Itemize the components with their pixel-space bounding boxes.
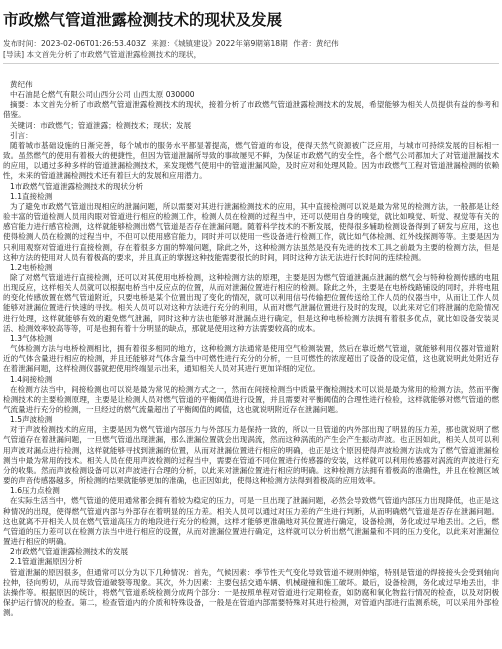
author-meta: 作者：黄纪伟 [293, 39, 339, 48]
section-paragraph: 为了避免市政燃气管道出现相应的泄漏问题，所以需要对其进行泄漏检测技术的应用，其中直接检测可以说是最为常见的检测方法，一般都是让经验丰富的管道检测人员用肉眼对管道进行相应的检测工作，检测人员在检测的过程当中，还可以使用自身的嗅觉，就比如嗅觉、听觉、视觉等有关的感官能力进行感官检测，这样就能够检测出燃气管道是否存在泄漏问题。随着科学技术的不断发展，使得很多辅助检测设备得到了研发与应用，这也使得检测人员在检测的过程当中，不但可以使用感官能力，同时并可以使用一些设备进行检测工作，就比如气体检测、红外线探测等等。主要是因为只利用观察对管道进行直接检测，存在着很多方面的弊端问题，除此之外，这种检测方法虽然是没有先进的技术工具之前最为主要的检测方法，但是这种方法的使用对人员有着极高的要求，并且真正的掌握这种技能需要很长的时间，同时这种方法无法进行长时间的连续检测。 [3, 201, 499, 262]
intro-heading: 引言： [10, 130, 33, 140]
section-paragraph: 除了对燃气管道进行直接检测，还可以对其使用电桥检测，这种检测方法的原理，主要是因为燃气管道泄漏点泄漏的燃气会与特种检测传感的电阻出现反应，这样相关人员就可以根据电桥当中反应点的位置，从而对泄漏位置进行相应的检测。除此之外，主要是在电桥线路铺设的同时，并将电阻的变化传感放置在燃气管道附近，只要电桥是某个位置出现了变化的情况，就可以利用信号传输把位置传送给工作人员的仪器当中，从而让工作人员能够对泄漏位置进行快速的寻找。相关人员可以对这种方法进行充分的利用，从而对燃气泄漏位置进行及时的发现，以此来对它们将泄漏的危险情况进行处理，这样就能够有效的避免燃气泄漏，同时这种方法也能够对泄漏点进行确定，但是这种电桥检测方法拥有着很多优点，就比如设备安装灵活、检测效率较高等等，可是也拥有着十分明显的缺点，那就是使用这种方法需要较高的成本。 [3, 272, 499, 333]
source: 来源：《城镇建设》2022年第9期第18期 [151, 39, 288, 48]
subsection-heading: 1.1直接检测 [10, 191, 53, 201]
article-affiliation: 中石油昆仑燃气有限公司山西分公司 山西太原 030000 [10, 90, 195, 100]
section-paragraph: 管道泄漏的原因很多，但通常可以分为以下几种情况：首先，气候因素：季节性天气变化导致管道不规则伸缩，特别是管道的焊接接头会受到轴向拉伸，径向剪切，从而导致管道破裂等现象。其次，外力因素：主要包括交通车辆、机械碰撞和施工破坏。最后，设备检测，务化或过早地丢出，非法操作等。根据原因的统计，将燃气管道系统检测分成两个部分：一是按照单程对管道进行定期检查，如防腐和氧化物监行情况的检查，以及对阴极保护运行情况的检查。第二，检查管道内的介质和特殊设备，一般是在管道内部需要特殊对其进行检测，对管道内部进行监测系统，可以采用外部检测。 [3, 567, 499, 618]
publish-time: 发布时间：2023-02-06T01:26:53.403Z [3, 39, 146, 48]
article-body [3, 80, 499, 618]
section-paragraph: 对于声波检测技术的应用，主要是因为燃气管道内部压力与外部压力是保持一致的，所以一旦管道的内外部出现了明显的压力差，那也就说明了燃气管道存在着泄漏问题，一旦燃气管道出现泄漏，那么泄漏位置就会出现涡流，然而这种涡流的产生会产生振动声波。也正因如此，相关人员可以利用声波对漏点进行检测，这样就能够寻找到泄漏的位置，从而对泄漏位置进行相应的明确，也正是这个原因使得声波检测方法成为了燃气管道泄漏检测当中最为常用的技术。相关人员在使用声波检测的过程当中，需要在管道不同位置进行传感器的安装，这样就可以利用传感器对涡流的声波进行充分的收集。然而声波检测设备可以对声波进行合理的分析，以此来对泄漏位置进行相应的明确。这种检测方法拥有着极高的准确性，并且在检测区域要的声音传感器越多，所检测的结果就能够更加的准确，也正因如此，使得这种检测方法得到着极高的应用效率。 [3, 425, 499, 486]
guide-text: [导读] 本文首先分析了市政燃气管道泄露检测技术的现状， [3, 50, 202, 59]
abstract: 摘要：本文首先分析了市政燃气管道泄露检测技术的现状，接着分析了市政燃气管道泄露检测技术的发展，希望能够为相关人员提供有益的参考和借鉴。 [3, 100, 499, 120]
section-paragraph: 在实际生活当中，燃气管道的使用通常都会拥有着较为稳定的压力，可是一旦出现了泄漏问题，必然会导致燃气管道内部压力出现降低，也正是这种情况的出现，使得燃气管道内部与外部存在着明显的压力差。相关人员可以通过对压力差的产生进行判断，从而明确燃气管道是否存在泄漏问题。这也就离不开相关人员在燃气管道高压力的地段进行充分的检测，这样才能够更准确地对其位置进行确定，设备检测，务化或过早地丢出。之后，燃气管道的压力差可以在检测方法当中进行相应的设置，从而对泄漏位置进行确定，这样就可以分析出燃气泄漏量和不同的压力变化，以此来对泄漏位置进行相应的明确。 [3, 496, 499, 547]
section-paragraph: 在检测方法当中，间接检测也可以说是最为常见的检测方式之一，然而在间接检测当中质量平衡检测技术可以说是最为常用的检测方法，然而平衡检测技术的主要检测原理，主要是让检测人员对燃气管道的平衡阈值进行设置，并且需要对平衡阈值的合理性进行检验，这样就能够对燃气管道的燃气流量进行充分的检测，一旦经过的燃气流量超出了平衡阈值的阈值，这也就说明附近存在泄漏问题。 [3, 384, 499, 414]
section-paragraph: 气体检测方法与电桥检测相比，拥有着很多相同的地方，这种检测方法通常是使用空气检测装置，然后在靠近燃气管道，就能够利用仪器对管道附近的气体含量进行相应的检测，并且还能够对气体含量当中可燃性进行充分的分析，一旦可燃性的浓度超出了设备的设定值，这也就说明此处附近存在着泄漏问题，这样检测仪器就把使用终端显示出来，通知相关人员对其进行更加详细的定位。 [3, 344, 499, 374]
meta-line [3, 38, 499, 49]
subsection-heading: 1.6压力点检测 [10, 486, 60, 496]
subsection-heading: 1.5声波检测 [10, 415, 53, 425]
divider [3, 63, 499, 64]
section-heading: 2市政燃气管道泄露检测技术的发展 [10, 547, 129, 557]
intro-paragraph: 随着城市基础设施的日渐完善，每个城市的服务水平都显著提高，燃气管道的布设，使得天然气资源被广泛应用，与城市可持续发展的目标相一致。虽然燃气的使用有着极大的便捷性，但因为管道泄漏所导致的事故屡见不鲜，为保证市政燃气的安全性，各个燃气公司都加大了对管道泄漏技术的应用，以通过多种多样的管道泄漏检测技术，来发现燃气使用中的管道泄漏风险，及时应对和处理风险。因为市政燃气工程对管道泄漏检测的依赖性，未来的管道泄漏检测技术还有着巨大的发展和应用潜力。 [3, 140, 499, 181]
keywords: 关键词：市政燃气；管道泄露；检测技术；现状；发展 [10, 120, 192, 130]
article-author: 黄纪伟 [10, 80, 33, 89]
subsection-heading: 1.2电桥检测 [10, 262, 53, 272]
subsection-heading: 2.1管道泄漏原因分析 [10, 557, 83, 567]
subsection-heading: 1.3气体检测 [10, 333, 53, 343]
page-title: 市政燃气管道泄露检测技术的现状及发展 [3, 11, 283, 29]
subsection-heading: 1.4间接检测 [10, 374, 53, 384]
section-heading: 1市政燃气管道泄露检测技术的现状分析 [10, 181, 144, 191]
